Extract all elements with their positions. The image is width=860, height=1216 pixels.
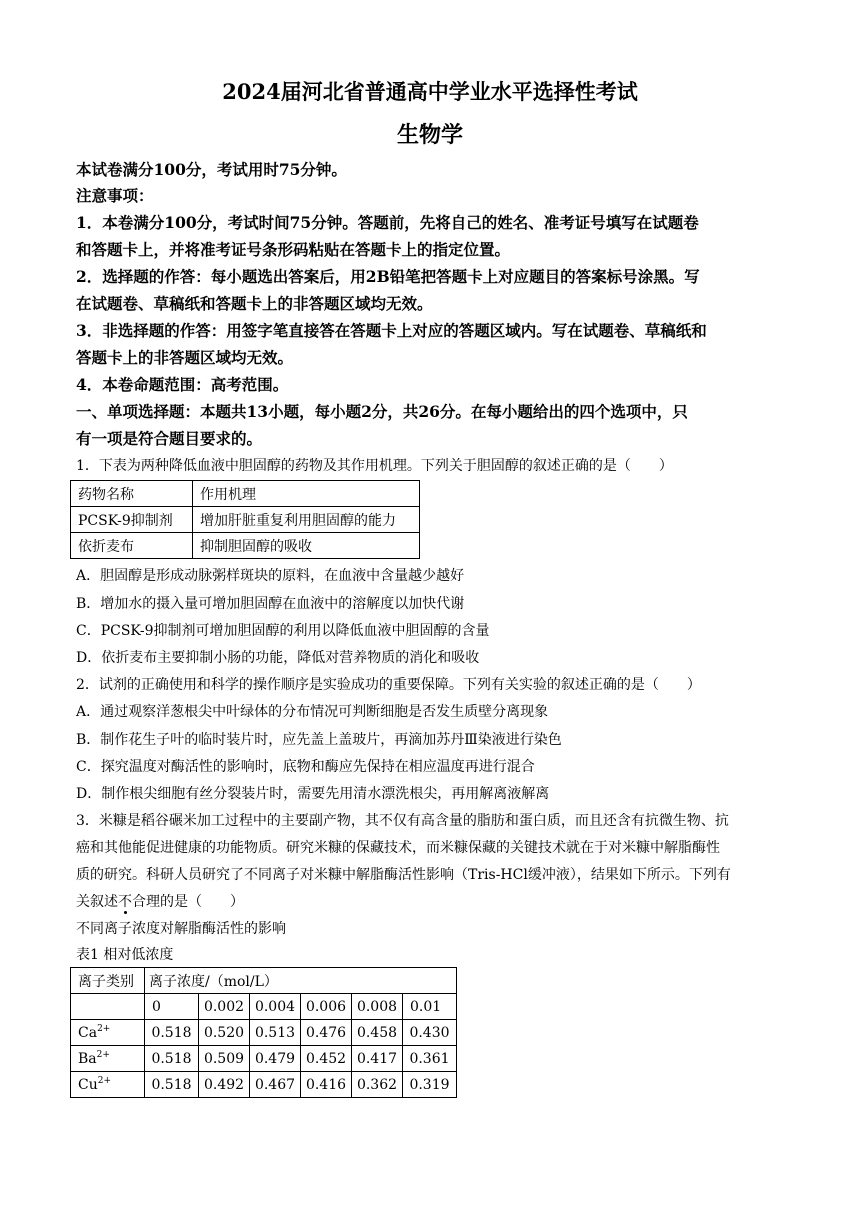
notice-line: 3．非选择题的作答：用签字笔直接答在答题卡上对应的答题区域内。写在试题卷、草稿纸和 [76,321,707,340]
question-2-stem: 2．试剂的正确使用和科学的操作顺序是实验成功的重要保障。下列有关实验的叙述正确的是（ ） [76,677,701,693]
question-3-stem: 质的研究。科研人员研究了不同离子对米糠中解脂酶活性影响（Tris-HCl缓冲液），结果如下所示。下列有 [76,867,731,883]
stem-text: 合理的是（ ） [132,894,244,910]
table-cell: 0.513 [250,1020,301,1046]
table-cell: 作用机理 [193,481,420,507]
table-row [71,1046,457,1072]
table-row [71,968,457,994]
table-corner: 离子类别 [71,968,145,994]
option-b: B．增加水的摄入量可增加胆固醇在血液中的溶解度以加快代谢 [76,596,465,612]
drug-table [70,480,420,559]
ion-label: $Ba^{2+}$ [71,1046,145,1072]
table-cell: 增加肝脏重复利用胆固醇的能力 [193,507,420,533]
ion-activity-table [70,967,457,1098]
table-cell: 0.518 [145,1020,199,1046]
table-row [71,481,420,507]
table-cell: 0.417 [352,1046,403,1072]
emphasis-mark: 不 [118,894,132,910]
table-cell: 0.319 [403,1072,457,1098]
table-cell: 0.479 [250,1046,301,1072]
question-3-stem-last [76,893,244,911]
table-cell: 0.467 [250,1072,301,1098]
option-a: A．通过观察洋葱根尖中叶绿体的分布情况可判断细胞是否发生质壁分离现象 [76,704,549,720]
notice-line: 2．选择题的作答：每小题选出答案后，用2B铅笔把答题卡上对应题目的答案标号涂黑。写 [76,267,700,286]
notice-heading: 注意事项： [76,186,154,205]
exam-subject: 生物学 [396,122,463,148]
table-row [71,507,420,533]
table-cell: 0.492 [199,1072,250,1098]
notice-line: 1．本卷满分100分，考试时间75分钟。答题前，先将自己的姓名、准考证号填写在试题卷 [76,213,699,232]
option-c: C．PCSK-9抑制剂可增加胆固醇的利用以降低血液中胆固醇的含量 [76,623,490,639]
option-d: D．依折麦布主要抑制小肠的功能，降低对营养物质的消化和吸收 [76,650,480,666]
table-row [71,533,420,559]
table-cell: 依折麦布 [71,533,193,559]
notice-line: 在试题卷、草稿纸和答题卡上的非答题区域均无效。 [76,294,433,313]
table-row [71,994,457,1020]
table-cell: 0.430 [403,1020,457,1046]
option-d: D．制作根尖细胞有丝分裂装片时，需要先用清水漂洗根尖，再用解离液解离 [76,786,550,802]
option-a: A．胆固醇是形成动脉粥样斑块的原料，在血液中含量越少越好 [76,568,465,584]
table-cell [71,994,145,1020]
table-cell: 0.509 [199,1046,250,1072]
question-1-stem: 1．下表为两种降低血液中胆固醇的药物及其作用机理。下列关于胆固醇的叙述正确的是（ ） [76,458,673,474]
option-b: B．制作花生子叶的临时装片时，应先盖上盖玻片，再滴加苏丹Ⅲ染液进行染色 [76,732,562,748]
ion-label: $Ca^{2+}$ [71,1020,145,1046]
table-cell: 0.520 [199,1020,250,1046]
table-cell: 0.518 [145,1072,199,1098]
conc-header: 离子浓度/（mol/L） [145,968,457,994]
conc-value: 0.01 [403,994,457,1020]
table-cell: 药物名称 [71,481,193,507]
option-c: C．探究温度对酶活性的影响时，底物和酶应先保持在相应温度再进行混合 [76,759,535,775]
table-cell: 0.416 [301,1072,352,1098]
conc-value: 0.002 [199,994,250,1020]
conc-value: 0.008 [352,994,403,1020]
question-3-stem: 3．米糠是稻谷碾米加工过程中的主要副产物，其不仅有高含量的脂肪和蛋白质，而且还含有抗微生物、抗 [76,813,729,829]
table-row [71,1072,457,1098]
section-heading: 有一项是符合题目要求的。 [76,429,263,448]
table-cell: 0.476 [301,1020,352,1046]
question-3-stem: 癌和其他能促进健康的功能物质。研究米糠的保藏技术，而米糠保藏的关键技术就在于对米糠中解脂酶性 [76,840,720,856]
table-cell: 0.362 [352,1072,403,1098]
conc-value: 0.006 [301,994,352,1020]
notice-line: 和答题卡上，并将准考证号条形码粘贴在答题卡上的指定位置。 [76,240,511,259]
score-line: 本试卷满分100分，考试用时75分钟。 [76,160,347,179]
notice-line: 答题卡上的非答题区域均无效。 [76,348,294,367]
table-row [71,1020,457,1046]
table-cell: 0.452 [301,1046,352,1072]
stem-text: 关叙述 [76,894,118,910]
table-caption: 不同离子浓度对解脂酶活性的影响 [76,921,286,937]
exam-title: 2024届河北省普通高中学业水平选择性考试 [222,79,638,104]
conc-value: 0 [145,994,199,1020]
conc-value: 0.004 [250,994,301,1020]
table-cell: 抑制胆固醇的吸收 [193,533,420,559]
table-title: 表1 相对低浓度 [76,947,174,963]
table-cell: 0.361 [403,1046,457,1072]
table-cell: 0.518 [145,1046,199,1072]
table-cell: 0.458 [352,1020,403,1046]
notice-line: 4．本卷命题范围：高考范围。 [76,375,289,394]
table-cell: PCSK-9抑制剂 [71,507,193,533]
section-heading: 一、单项选择题：本题共13小题，每小题2分，共26分。在每小题给出的四个选项中，只 [76,402,688,421]
ion-label: $Cu^{2+}$ [71,1072,145,1098]
